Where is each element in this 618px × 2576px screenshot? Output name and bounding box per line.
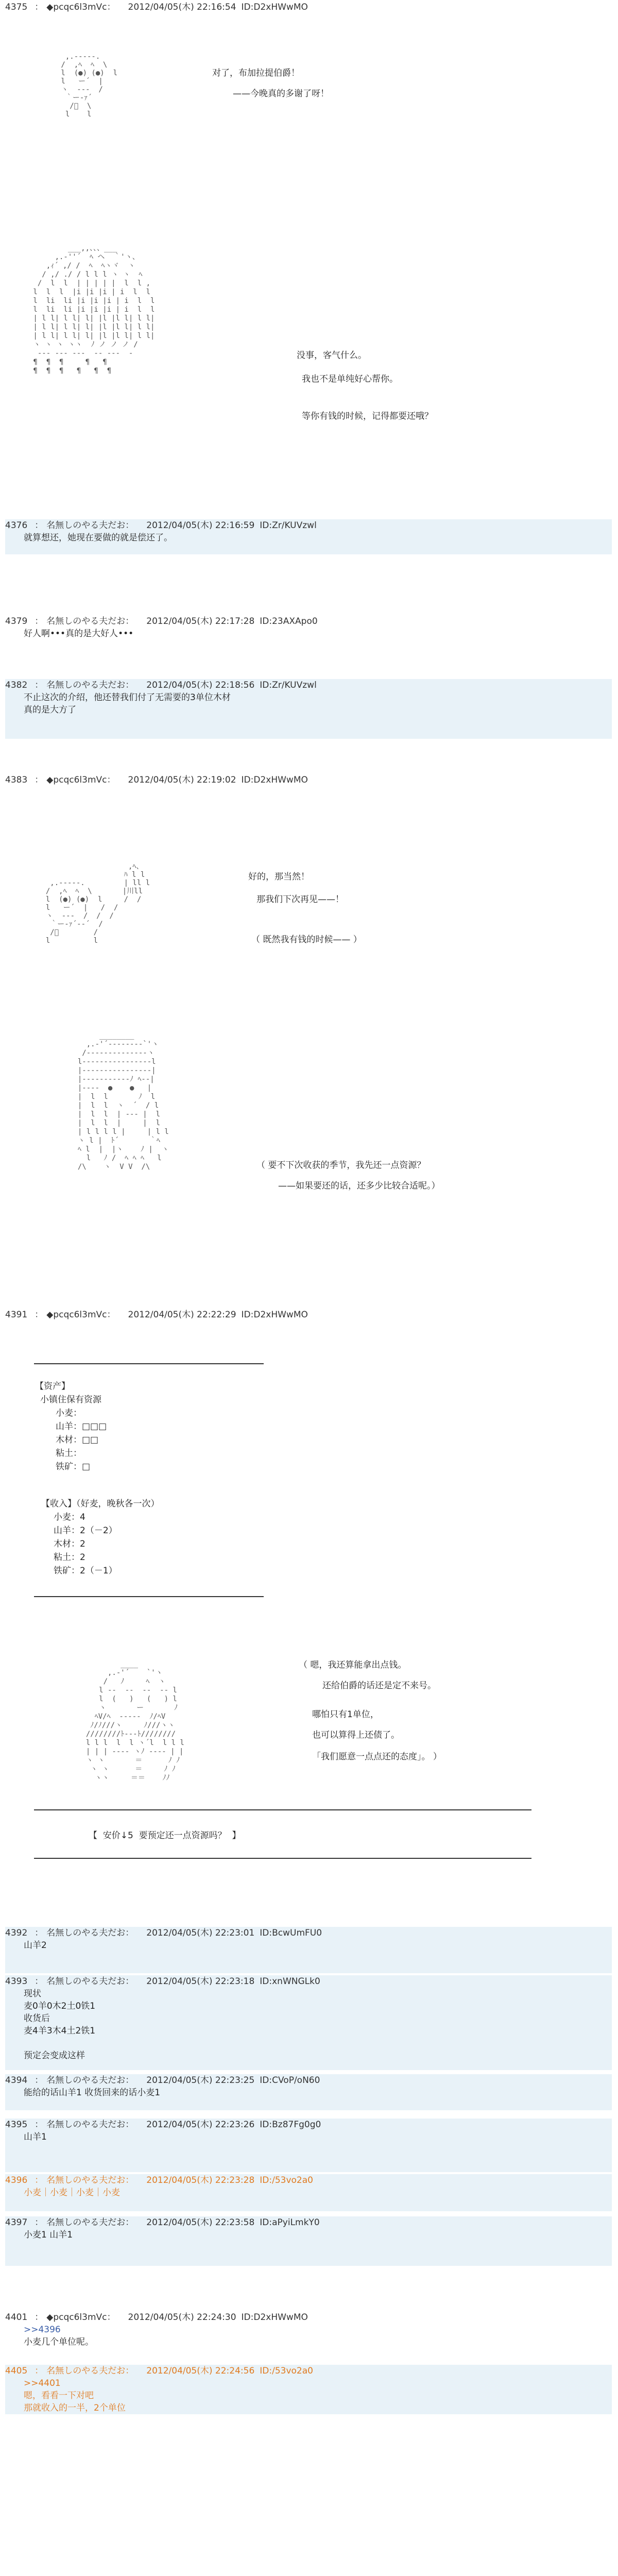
status-row: 铁矿：□ (56, 1462, 91, 1472)
post-4396: 4396 ： 名無しのやる夫だお： 2012/04/05(木) 22:23:28 ID:/53vo2a0 小麦｜小麦｜小麦｜小麦 (5, 2174, 612, 2211)
choice-prompt: 【 安价↓5 要预定还一点资源吗？ 】 (89, 1831, 241, 1841)
income-row: 木材：2 (54, 1539, 85, 1549)
post-4382: 4382 ： 名無しのやる夫だお： 2012/04/05(木) 22:18:56 ID:Zr/KUVzwl 不止这次的介绍，他还替我们付了无需要的3单位木材 真的是大方了 (5, 679, 612, 739)
post-body: >>4396 小麦几个单位呢。 (24, 2325, 94, 2347)
post-4395: 4395 ： 名無しのやる夫だお： 2012/04/05(木) 22:23:26 ID:Bz87Fg0g0 山羊1 (5, 2119, 612, 2172)
post-4392: 4392 ： 名無しのやる夫だお： 2012/04/05(木) 22:23:01 ID:BcwUmFU0 山羊2 (5, 1927, 612, 1973)
post-4405: 4405 ： 名無しのやる夫だお： 2012/04/05(木) 22:24:56 ID:/53vo2a0 >>4401 嗯，看看一下对吧 那就收入的一半，2个单位 (5, 2365, 612, 2414)
ascii-art-character: ____ ,.-'´ `'ヽ / ﾉ ﾍ ヽ l ‐‐ ‐‐ ‐‐ ‐‐ l l ( ) ( ) l ヽ ー ﾉ ﾍV/ﾍ ‐‐‐‐‐ ﾉ/ﾍV ﾉ/ﾉ///ヽ ﾉ///ヽヽ ////////ﾄ‐‐‐ﾄ//////// l l l l l ヽ´l l l l | | | ‐‐‐‐ ヽﾉ ‐‐‐‐ | | ヽ ヽ ＝ ﾉ ﾉ ヽ ヽ ＝ ﾉ ﾉ ヽヽ ＝＝ ﾉﾉ (85, 1660, 184, 1782)
dialog-line: 没事，客气什么。 (297, 350, 367, 361)
income-row: 粘土：2 (54, 1552, 85, 1563)
income-row: 山羊：2（－2） (54, 1526, 117, 1536)
status-label: 小镇住保有资源 (40, 1395, 101, 1405)
post-4383: 4383 ： ◆pcqc6l3mVc： 2012/04/05(木) 22:19:02 ID:D2xHWwMO (5, 775, 308, 785)
dialog-line: （ 既然我有钱的时候—— ） (251, 935, 362, 945)
dialog-line: ——今晚真的多谢了呀！ (233, 89, 329, 99)
post-4394: 4394 ： 名無しのやる夫だお： 2012/04/05(木) 22:23:25 ID:CVoP/oN60 能给的话山羊1 收货回来的话小麦1 (5, 2074, 612, 2110)
dialog-line: ——如果要还的话，还多少比较合适呢。） (278, 1181, 440, 1191)
dialog-line: 还给伯爵的话还是定不来号。 (322, 1681, 436, 1691)
post-body: >>4401 嗯，看看一下对吧 那就收入的一半，2个单位 (24, 2378, 126, 2413)
dialog-line: 好的，那当然！ (248, 872, 310, 882)
divider (34, 1363, 264, 1364)
dialog-line: （ 要不下次收获的季节，我先还一点资源？ (256, 1160, 426, 1171)
post-4375 (5, 1, 612, 13)
post-4401: 4401 ： ◆pcqc6l3mVc： 2012/04/05(木) 22:24:30 ID:D2xHWwMO >>4396 小麦几个单位呢。 (5, 2311, 612, 2348)
status-row: 小麦： (56, 1408, 82, 1418)
post-4376: 4376 ： 名無しのやる夫だお： 2012/04/05(木) 22:16:59 ID:Zr/KUVzwl 就算想还，她现在要做的就是偿还了。 (5, 519, 612, 554)
dialog-line: 等你有钱的时候，记得都要还哦？ (302, 411, 433, 421)
status-row: 粘土： (56, 1448, 82, 1459)
status-row: 山羊：□□□ (56, 1421, 107, 1432)
status-row: 木材：□□ (56, 1435, 99, 1445)
divider (34, 1858, 531, 1859)
ascii-art-character: ,ﾍ、 ﾊ l l ,.--‐‐-. | ll l / ,ﾍ ﾍ \ |川ll l (●) (●) l / / l ー´ | / / ヽ ‐‐‐ / / / ｀ー‐ｧ´‐‐´ / /ﾞ / l l (45, 862, 150, 945)
post-body: 不止这次的介绍，他还替我们付了无需要的3单位木材 真的是大方了 (24, 692, 231, 715)
status-block (35, 1380, 107, 1473)
post-body: 好人啊•••真的是大好人••• (24, 629, 134, 639)
post-body: 就算想还，她现在要做的就是偿还了。 (24, 533, 173, 543)
post-header: 4375 ： ◆pcqc6l3mVc： 2012/04/05(木) 22:16:54 ID:D2xHWwMO (5, 2, 308, 12)
reply-anchor-link[interactable]: >>4396 (24, 2325, 61, 2335)
post-body: 小麦1 山羊1 (24, 2230, 73, 2240)
reply-anchor-link[interactable]: >>4401 (24, 2378, 61, 2388)
income-title: 【收入】（好麦，晚秋各一次） (41, 1499, 160, 1509)
dialog-line: （ 嗯，我还算能拿出点钱。 (299, 1660, 407, 1670)
post-4397: 4397 ： 名無しのやる夫だお： 2012/04/05(木) 22:23:58 ID:aPyiLmkY0 小麦1 山羊1 (5, 2216, 612, 2266)
post-4391: 4391 ： ◆pcqc6l3mVc： 2012/04/05(木) 22:22:29 ID:D2xHWwMO (5, 1310, 308, 1320)
divider (34, 1809, 531, 1810)
dialog-line: 「我们愿意一点点还的态度」。 ） (312, 1752, 442, 1762)
post-body: 能给的话山羊1 收货回来的话小麦1 (24, 2088, 161, 2098)
dialog-line: 那我们下次再见——！ (256, 894, 344, 905)
post-4393: 4393 ： 名無しのやる夫だお： 2012/04/05(木) 22:23:18 ID:xnWNGLk0 现状 麦0羊0木2土0铁1 收货后 麦4羊3木4土2铁1 预定会变成这样 (5, 1975, 612, 2070)
income-row: 小麦：4 (54, 1512, 85, 1522)
dialog-line: 对了，布加拉提伯爵！ (212, 68, 300, 78)
ascii-art-character: ,.--‐‐-. / ,ﾍ ﾍ \ l (●) (●) l l ー´ | ヽ ‐‐‐ / ｀ー‐ｧ´ /ﾞ \ l l (61, 53, 118, 118)
post-body: 小麦｜小麦｜小麦｜小麦 (24, 2188, 120, 2198)
dialog-line: 哪怕只有1单位， (312, 1709, 379, 1720)
income-block (41, 1497, 160, 1578)
ascii-art-character: ___,,、、、___ ,.-''´ ﾍ ヘ ｀'ヽ、 ,ｨ´ ,/ / ﾍ ﾍヽヾ ヽ / ,/ ./ / l l l ヽ ヽ ﾍ / l l | | | | | l l , l l l |i |i |i | i l l l li li |i |i |i | i l l l li li |i |i |i | i l l | l l| l l| l| |l |l l| l l| | l l| l l| l| |l |l l| l l| | l l| l l| l| |l |l l| l l| ヽ ヽ ヽ ヽヽ ﾉ ノ ノ ノ / ‐‐‐ ‐‐‐ ‐‐‐ ‐‐ ‐‐‐ ‐ ¶ ¶ ¶ ¶ ¶ ¶ ¶ ¶ ¶ ¶ ¶ (33, 244, 155, 375)
dialog-line: 我也不是单纯好心帮你。 (302, 374, 398, 384)
post-body: 山羊2 (24, 1940, 47, 1951)
status-title: 【资产】 (35, 1381, 70, 1392)
income-row: 铁矿：2（－1） (54, 1566, 117, 1576)
post-body: 山羊1 (24, 2132, 47, 2142)
ascii-art-character: ________ ,.-'´‐‐‐‐‐‐‐‐`'ヽ /‐‐‐‐‐‐‐‐‐‐‐‐‐‐ヽ l‐‐‐‐‐‐‐‐‐‐‐‐‐‐‐‐l |‐‐‐‐‐‐‐‐‐‐‐‐‐‐‐‐| |‐‐‐‐‐‐‐‐‐‐‐ﾉ ﾍ‐‐| |‐‐‐‐ ● ● | | l l ﾉ l | l l ヽ ´ / l | l l | ‐‐‐ | l | l l | | l | l l l l | | l l ヽ l | ﾄ´ ｀ﾍ ﾍ l | |ヽ ﾉ | ヽ l ﾉ / ﾍ ﾍ ﾍ l /\ ヽ V V /\ (77, 1031, 169, 1171)
divider (34, 1596, 264, 1597)
post-body: 现状 麦0羊0木2土0铁1 收货后 麦4羊3木4土2铁1 预定会变成这样 (24, 1989, 96, 2061)
dialog-line: 也可以算得上还债了。 (312, 1730, 400, 1740)
post-4379: 4379 ： 名無しのやる夫だお： 2012/04/05(木) 22:17:28 ID:23AXApo0 好人啊•••真的是大好人••• (5, 615, 612, 640)
